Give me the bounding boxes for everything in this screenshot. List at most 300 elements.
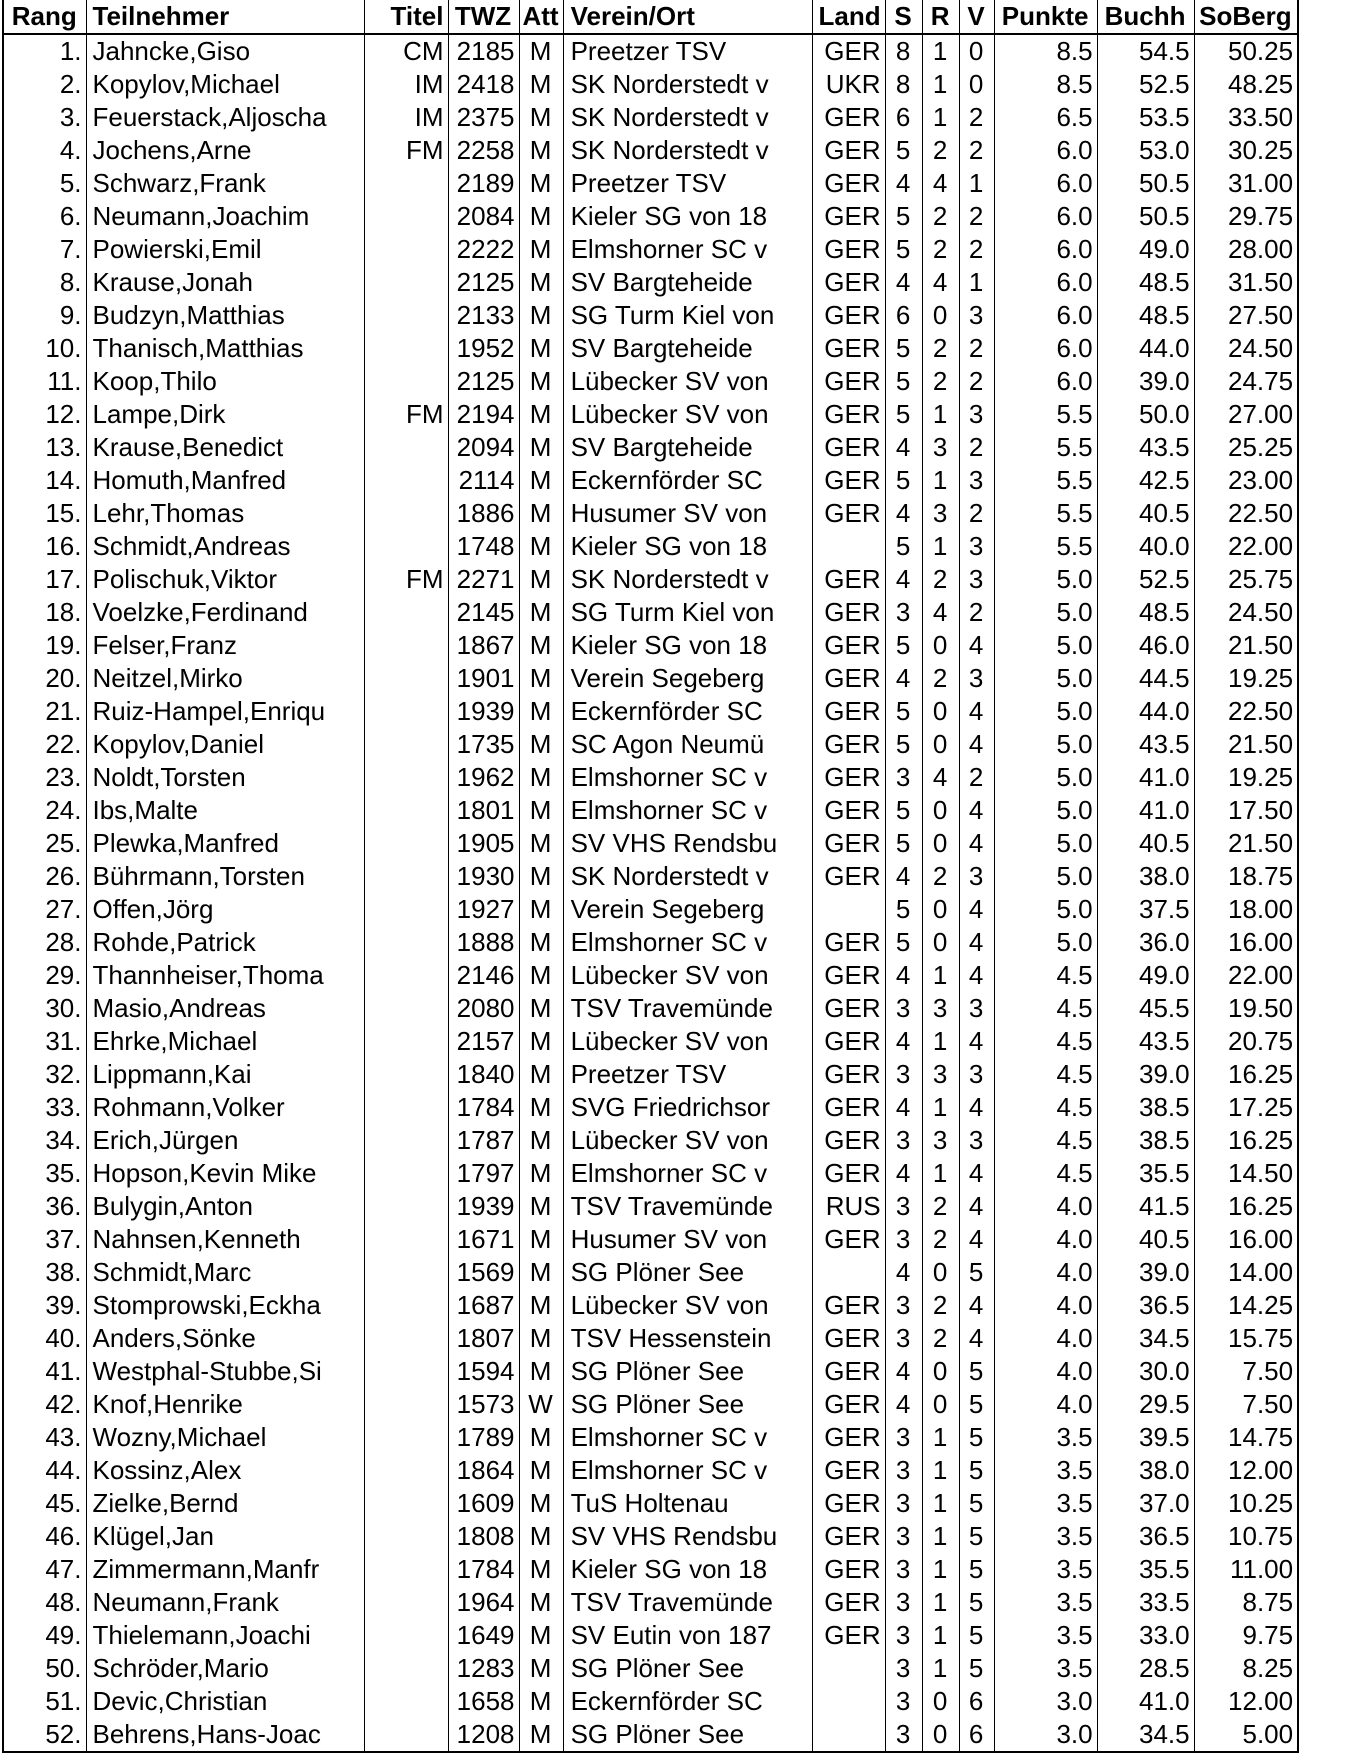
col-punkte: Punkte xyxy=(994,0,1097,34)
cell-s: 5 xyxy=(885,728,922,761)
cell-buchh: 39.5 xyxy=(1097,1421,1194,1454)
cell-buchh: 54.5 xyxy=(1097,34,1194,68)
cell-teilnehmer: Bulygin,Anton xyxy=(86,1190,364,1223)
cell-rang: 50. xyxy=(3,1652,86,1685)
cell-buchh: 52.5 xyxy=(1097,68,1194,101)
cell-rang: 23. xyxy=(3,761,86,794)
cell-buchh: 34.5 xyxy=(1097,1322,1194,1355)
cell-v: 3 xyxy=(959,530,994,563)
cell-rang: 6. xyxy=(3,200,86,233)
cell-r: 4 xyxy=(922,266,959,299)
cell-twz: 1888 xyxy=(448,926,519,959)
cell-teilnehmer: Klügel,Jan xyxy=(86,1520,364,1553)
cell-v: 3 xyxy=(959,662,994,695)
cell-buchh: 46.0 xyxy=(1097,629,1194,662)
cell-punkte: 5.5 xyxy=(994,530,1097,563)
cell-verein: Lübecker SV von xyxy=(563,1124,812,1157)
cell-rang: 9. xyxy=(3,299,86,332)
cell-v: 2 xyxy=(959,365,994,398)
table-row xyxy=(3,1091,1298,1124)
cell-twz: 1840 xyxy=(448,1058,519,1091)
cell-teilnehmer: Thielemann,Joachi xyxy=(86,1619,364,1652)
cell-verein: Verein Segeberg xyxy=(563,662,812,695)
cell-punkte: 6.0 xyxy=(994,332,1097,365)
cell-att: M xyxy=(519,398,563,431)
cell-rang: 12. xyxy=(3,398,86,431)
cell-soberg: 25.75 xyxy=(1194,563,1298,596)
cell-teilnehmer: Offen,Jörg xyxy=(86,893,364,926)
cell-verein: SK Norderstedt v xyxy=(563,860,812,893)
cell-s: 4 xyxy=(885,1388,922,1421)
cell-att: M xyxy=(519,926,563,959)
table-row xyxy=(3,431,1298,464)
cell-land: GER xyxy=(812,1322,885,1355)
cell-punkte: 4.5 xyxy=(994,959,1097,992)
cell-twz: 1784 xyxy=(448,1553,519,1586)
cell-land: GER xyxy=(812,1619,885,1652)
cell-r: 3 xyxy=(922,1124,959,1157)
cell-rang: 35. xyxy=(3,1157,86,1190)
cell-punkte: 6.0 xyxy=(994,167,1097,200)
cell-r: 0 xyxy=(922,1718,959,1752)
cell-land: GER xyxy=(812,1388,885,1421)
cell-verein: Elmshorner SC v xyxy=(563,926,812,959)
cell-soberg: 21.50 xyxy=(1194,827,1298,860)
cell-v: 6 xyxy=(959,1685,994,1718)
cell-titel xyxy=(364,1586,448,1619)
cell-v: 2 xyxy=(959,596,994,629)
cell-v: 4 xyxy=(959,1322,994,1355)
cell-titel xyxy=(364,365,448,398)
cell-punkte: 4.0 xyxy=(994,1256,1097,1289)
cell-v: 4 xyxy=(959,1025,994,1058)
cell-verein: Lübecker SV von xyxy=(563,959,812,992)
cell-att: M xyxy=(519,530,563,563)
cell-land: GER xyxy=(812,167,885,200)
cell-s: 4 xyxy=(885,1355,922,1388)
cell-soberg: 12.00 xyxy=(1194,1685,1298,1718)
cell-soberg: 8.25 xyxy=(1194,1652,1298,1685)
cell-att: M xyxy=(519,1355,563,1388)
cell-buchh: 37.5 xyxy=(1097,893,1194,926)
cell-punkte: 5.0 xyxy=(994,629,1097,662)
cell-att: M xyxy=(519,200,563,233)
cell-att: M xyxy=(519,266,563,299)
cell-verein: Lübecker SV von xyxy=(563,1025,812,1058)
col-land: Land xyxy=(812,0,885,34)
cell-punkte: 4.5 xyxy=(994,1025,1097,1058)
table-row xyxy=(3,893,1298,926)
cell-r: 2 xyxy=(922,662,959,695)
cell-soberg: 22.00 xyxy=(1194,959,1298,992)
cell-verein: Husumer SV von xyxy=(563,497,812,530)
cell-rang: 5. xyxy=(3,167,86,200)
cell-r: 2 xyxy=(922,1322,959,1355)
cell-land: GER xyxy=(812,1223,885,1256)
cell-r: 2 xyxy=(922,365,959,398)
cell-r: 1 xyxy=(922,1619,959,1652)
cell-soberg: 23.00 xyxy=(1194,464,1298,497)
cell-att: M xyxy=(519,1685,563,1718)
cell-rang: 44. xyxy=(3,1454,86,1487)
cell-buchh: 41.0 xyxy=(1097,1685,1194,1718)
cell-r: 1 xyxy=(922,398,959,431)
cell-titel xyxy=(364,1025,448,1058)
cell-land: GER xyxy=(812,695,885,728)
header-row xyxy=(3,0,1298,34)
cell-v: 5 xyxy=(959,1454,994,1487)
cell-r: 1 xyxy=(922,34,959,68)
cell-s: 4 xyxy=(885,266,922,299)
cell-r: 2 xyxy=(922,332,959,365)
cell-r: 1 xyxy=(922,1652,959,1685)
cell-s: 5 xyxy=(885,200,922,233)
cell-verein: SK Norderstedt v xyxy=(563,563,812,596)
cell-verein: Lübecker SV von xyxy=(563,398,812,431)
cell-titel xyxy=(364,497,448,530)
cell-s: 3 xyxy=(885,1619,922,1652)
cell-punkte: 4.0 xyxy=(994,1388,1097,1421)
cell-verein: Husumer SV von xyxy=(563,1223,812,1256)
cell-v: 3 xyxy=(959,464,994,497)
cell-soberg: 16.25 xyxy=(1194,1190,1298,1223)
table-row xyxy=(3,1586,1298,1619)
cell-soberg: 24.50 xyxy=(1194,596,1298,629)
cell-punkte: 3.5 xyxy=(994,1454,1097,1487)
cell-r: 0 xyxy=(922,893,959,926)
cell-verein: SK Norderstedt v xyxy=(563,68,812,101)
cell-verein: Kieler SG von 18 xyxy=(563,1553,812,1586)
cell-v: 4 xyxy=(959,827,994,860)
cell-rang: 7. xyxy=(3,233,86,266)
table-row xyxy=(3,1256,1298,1289)
cell-v: 5 xyxy=(959,1355,994,1388)
cell-buchh: 44.0 xyxy=(1097,332,1194,365)
cell-v: 1 xyxy=(959,266,994,299)
cell-soberg: 27.00 xyxy=(1194,398,1298,431)
cell-twz: 2125 xyxy=(448,266,519,299)
cell-titel xyxy=(364,530,448,563)
cell-r: 1 xyxy=(922,1487,959,1520)
col-verein: Verein/Ort xyxy=(563,0,812,34)
cell-teilnehmer: Budzyn,Matthias xyxy=(86,299,364,332)
table-row xyxy=(3,1223,1298,1256)
cell-soberg: 10.25 xyxy=(1194,1487,1298,1520)
cell-r: 3 xyxy=(922,1058,959,1091)
cell-r: 2 xyxy=(922,1289,959,1322)
cell-land: GER xyxy=(812,794,885,827)
cell-land: GER xyxy=(812,1124,885,1157)
cell-punkte: 4.0 xyxy=(994,1190,1097,1223)
cell-soberg: 16.25 xyxy=(1194,1124,1298,1157)
cell-v: 5 xyxy=(959,1388,994,1421)
cell-land: GER xyxy=(812,1454,885,1487)
cell-punkte: 3.5 xyxy=(994,1619,1097,1652)
cell-punkte: 5.0 xyxy=(994,926,1097,959)
cell-titel xyxy=(364,1454,448,1487)
cell-att: M xyxy=(519,1322,563,1355)
cell-att: M xyxy=(519,596,563,629)
cell-rang: 39. xyxy=(3,1289,86,1322)
cell-v: 0 xyxy=(959,68,994,101)
cell-land: GER xyxy=(812,266,885,299)
table-row xyxy=(3,728,1298,761)
cell-teilnehmer: Koop,Thilo xyxy=(86,365,364,398)
cell-buchh: 42.5 xyxy=(1097,464,1194,497)
table-row xyxy=(3,68,1298,101)
cell-verein: SK Norderstedt v xyxy=(563,134,812,167)
cell-land xyxy=(812,1652,885,1685)
cell-att: M xyxy=(519,464,563,497)
cell-s: 5 xyxy=(885,695,922,728)
cell-v: 4 xyxy=(959,728,994,761)
cell-att: M xyxy=(519,1652,563,1685)
standings-table xyxy=(2,0,1299,1753)
cell-r: 1 xyxy=(922,464,959,497)
cell-titel xyxy=(364,959,448,992)
cell-twz: 2185 xyxy=(448,34,519,68)
cell-s: 3 xyxy=(885,1520,922,1553)
cell-twz: 1748 xyxy=(448,530,519,563)
cell-land: GER xyxy=(812,299,885,332)
cell-v: 3 xyxy=(959,860,994,893)
cell-rang: 8. xyxy=(3,266,86,299)
cell-s: 4 xyxy=(885,431,922,464)
cell-v: 5 xyxy=(959,1619,994,1652)
col-s: S xyxy=(885,0,922,34)
cell-land: GER xyxy=(812,860,885,893)
cell-twz: 1901 xyxy=(448,662,519,695)
cell-r: 4 xyxy=(922,167,959,200)
cell-punkte: 5.0 xyxy=(994,893,1097,926)
cell-verein: TSV Travemünde xyxy=(563,1586,812,1619)
cell-teilnehmer: Rohde,Patrick xyxy=(86,926,364,959)
cell-rang: 47. xyxy=(3,1553,86,1586)
cell-att: M xyxy=(519,1421,563,1454)
cell-verein: Kieler SG von 18 xyxy=(563,530,812,563)
cell-r: 2 xyxy=(922,563,959,596)
cell-twz: 2418 xyxy=(448,68,519,101)
cell-verein: SG Plöner See xyxy=(563,1718,812,1752)
cell-att: M xyxy=(519,662,563,695)
cell-v: 4 xyxy=(959,695,994,728)
cell-land: GER xyxy=(812,101,885,134)
cell-verein: TuS Holtenau xyxy=(563,1487,812,1520)
cell-twz: 2146 xyxy=(448,959,519,992)
cell-buchh: 36.5 xyxy=(1097,1520,1194,1553)
table-row xyxy=(3,1685,1298,1718)
cell-rang: 10. xyxy=(3,332,86,365)
cell-v: 5 xyxy=(959,1421,994,1454)
cell-rang: 13. xyxy=(3,431,86,464)
col-r: R xyxy=(922,0,959,34)
cell-titel xyxy=(364,1322,448,1355)
cell-v: 4 xyxy=(959,1289,994,1322)
cell-rang: 25. xyxy=(3,827,86,860)
cell-titel xyxy=(364,992,448,1025)
cell-v: 3 xyxy=(959,299,994,332)
cell-r: 0 xyxy=(922,827,959,860)
cell-titel: FM xyxy=(364,134,448,167)
cell-twz: 2125 xyxy=(448,365,519,398)
cell-punkte: 5.0 xyxy=(994,695,1097,728)
cell-buchh: 39.0 xyxy=(1097,1058,1194,1091)
cell-teilnehmer: Bührmann,Torsten xyxy=(86,860,364,893)
cell-punkte: 3.5 xyxy=(994,1421,1097,1454)
cell-teilnehmer: Lehr,Thomas xyxy=(86,497,364,530)
cell-s: 5 xyxy=(885,365,922,398)
cell-titel xyxy=(364,860,448,893)
cell-buchh: 41.0 xyxy=(1097,761,1194,794)
cell-twz: 1808 xyxy=(448,1520,519,1553)
cell-titel xyxy=(364,827,448,860)
cell-verein: Eckernförder SC xyxy=(563,1685,812,1718)
table-row xyxy=(3,464,1298,497)
cell-soberg: 5.00 xyxy=(1194,1718,1298,1752)
cell-buchh: 35.5 xyxy=(1097,1157,1194,1190)
table-row xyxy=(3,563,1298,596)
cell-teilnehmer: Kopylov,Daniel xyxy=(86,728,364,761)
cell-land: GER xyxy=(812,728,885,761)
cell-r: 0 xyxy=(922,926,959,959)
cell-soberg: 21.50 xyxy=(1194,629,1298,662)
cell-verein: SG Plöner See xyxy=(563,1652,812,1685)
cell-verein: Verein Segeberg xyxy=(563,893,812,926)
cell-rang: 51. xyxy=(3,1685,86,1718)
cell-r: 2 xyxy=(922,134,959,167)
cell-s: 5 xyxy=(885,893,922,926)
cell-buchh: 38.0 xyxy=(1097,860,1194,893)
cell-punkte: 3.0 xyxy=(994,1718,1097,1752)
col-rang: Rang xyxy=(3,0,86,34)
table-row xyxy=(3,1487,1298,1520)
cell-att: M xyxy=(519,1289,563,1322)
cell-v: 2 xyxy=(959,497,994,530)
cell-titel xyxy=(364,431,448,464)
cell-punkte: 5.5 xyxy=(994,431,1097,464)
cell-verein: Lübecker SV von xyxy=(563,365,812,398)
cell-titel xyxy=(364,662,448,695)
cell-s: 4 xyxy=(885,167,922,200)
cell-soberg: 14.50 xyxy=(1194,1157,1298,1190)
cell-land: GER xyxy=(812,992,885,1025)
cell-s: 4 xyxy=(885,662,922,695)
cell-punkte: 5.0 xyxy=(994,662,1097,695)
cell-buchh: 38.5 xyxy=(1097,1124,1194,1157)
cell-punkte: 6.0 xyxy=(994,266,1097,299)
cell-titel: FM xyxy=(364,398,448,431)
cell-verein: SVG Friedrichsor xyxy=(563,1091,812,1124)
cell-rang: 16. xyxy=(3,530,86,563)
cell-land: GER xyxy=(812,662,885,695)
cell-att: M xyxy=(519,1454,563,1487)
cell-titel xyxy=(364,1256,448,1289)
cell-s: 3 xyxy=(885,761,922,794)
cell-soberg: 14.00 xyxy=(1194,1256,1298,1289)
cell-land: GER xyxy=(812,1157,885,1190)
cell-rang: 24. xyxy=(3,794,86,827)
cell-teilnehmer: Masio,Andreas xyxy=(86,992,364,1025)
cell-rang: 1. xyxy=(3,34,86,68)
cell-titel xyxy=(364,1355,448,1388)
cell-v: 5 xyxy=(959,1652,994,1685)
cell-punkte: 4.5 xyxy=(994,1124,1097,1157)
table-row xyxy=(3,1421,1298,1454)
cell-att: M xyxy=(519,1058,563,1091)
cell-r: 1 xyxy=(922,1520,959,1553)
cell-titel: IM xyxy=(364,68,448,101)
cell-v: 2 xyxy=(959,101,994,134)
cell-s: 3 xyxy=(885,1322,922,1355)
cell-v: 4 xyxy=(959,794,994,827)
cell-att: M xyxy=(519,992,563,1025)
cell-teilnehmer: Ruiz-Hampel,Enriqu xyxy=(86,695,364,728)
cell-land xyxy=(812,1685,885,1718)
cell-punkte: 6.0 xyxy=(994,134,1097,167)
cell-land xyxy=(812,893,885,926)
cell-att: M xyxy=(519,101,563,134)
table-row xyxy=(3,1388,1298,1421)
cell-land: GER xyxy=(812,1586,885,1619)
cell-verein: SG Plöner See xyxy=(563,1388,812,1421)
cell-teilnehmer: Behrens,Hans-Joac xyxy=(86,1718,364,1752)
table-row xyxy=(3,167,1298,200)
cell-s: 5 xyxy=(885,398,922,431)
cell-att: M xyxy=(519,1025,563,1058)
cell-land: GER xyxy=(812,34,885,68)
cell-buchh: 37.0 xyxy=(1097,1487,1194,1520)
cell-teilnehmer: Schwarz,Frank xyxy=(86,167,364,200)
cell-v: 2 xyxy=(959,431,994,464)
cell-r: 2 xyxy=(922,200,959,233)
cell-soberg: 7.50 xyxy=(1194,1388,1298,1421)
cell-teilnehmer: Thannheiser,Thoma xyxy=(86,959,364,992)
table-row xyxy=(3,1322,1298,1355)
table-row xyxy=(3,34,1298,68)
cell-att: M xyxy=(519,134,563,167)
table-row xyxy=(3,662,1298,695)
cell-punkte: 8.5 xyxy=(994,34,1097,68)
cell-punkte: 3.5 xyxy=(994,1553,1097,1586)
cell-att: M xyxy=(519,1553,563,1586)
cell-verein: Elmshorner SC v xyxy=(563,233,812,266)
cell-soberg: 14.25 xyxy=(1194,1289,1298,1322)
cell-s: 5 xyxy=(885,464,922,497)
cell-verein: SG Turm Kiel von xyxy=(563,299,812,332)
cell-teilnehmer: Homuth,Manfred xyxy=(86,464,364,497)
cell-titel xyxy=(364,1091,448,1124)
cell-teilnehmer: Krause,Benedict xyxy=(86,431,364,464)
cell-buchh: 40.5 xyxy=(1097,497,1194,530)
cell-titel xyxy=(364,728,448,761)
cell-buchh: 39.0 xyxy=(1097,1256,1194,1289)
table-row xyxy=(3,1157,1298,1190)
table-row xyxy=(3,959,1298,992)
cell-punkte: 5.5 xyxy=(994,464,1097,497)
cell-buchh: 53.0 xyxy=(1097,134,1194,167)
cell-s: 3 xyxy=(885,1553,922,1586)
cell-att: M xyxy=(519,1091,563,1124)
cell-teilnehmer: Ibs,Malte xyxy=(86,794,364,827)
cell-rang: 36. xyxy=(3,1190,86,1223)
cell-v: 3 xyxy=(959,992,994,1025)
cell-r: 1 xyxy=(922,101,959,134)
cell-land xyxy=(812,530,885,563)
cell-teilnehmer: Jochens,Arne xyxy=(86,134,364,167)
cell-rang: 43. xyxy=(3,1421,86,1454)
table-row xyxy=(3,629,1298,662)
cell-verein: SG Plöner See xyxy=(563,1256,812,1289)
